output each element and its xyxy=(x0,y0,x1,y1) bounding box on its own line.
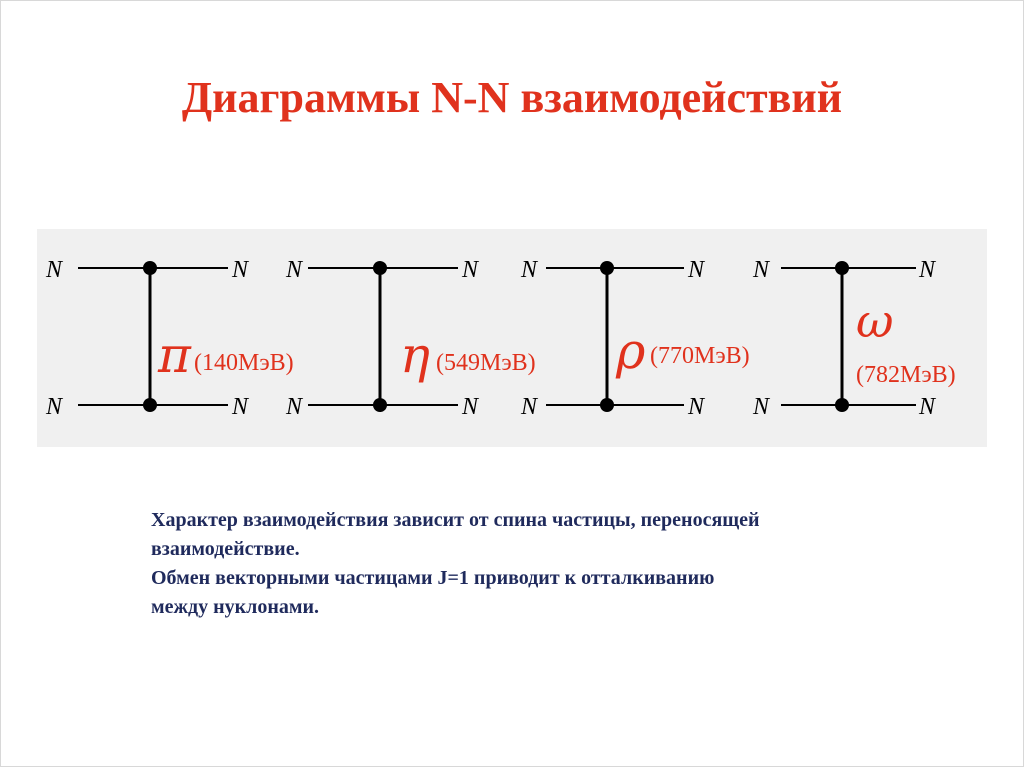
diagram-pi xyxy=(45,257,294,420)
vertex xyxy=(835,261,849,275)
exchange-mass: (140МэВ) xyxy=(194,350,294,376)
vertex xyxy=(373,398,387,412)
diagram-omega xyxy=(752,257,956,420)
diagram-eta xyxy=(285,257,536,420)
body-line: между нуклонами. xyxy=(151,596,320,618)
exchange-symbol: η xyxy=(400,326,430,384)
vertex xyxy=(600,398,614,412)
nucleon-label: N xyxy=(46,394,63,420)
vertex xyxy=(143,261,157,275)
nucleon-label: N xyxy=(286,257,303,283)
exchange-symbol: ρ xyxy=(616,322,646,380)
vertex xyxy=(143,398,157,412)
nucleon-label: N xyxy=(232,257,249,283)
nucleon-label: N xyxy=(753,394,770,420)
vertex xyxy=(600,261,614,275)
nucleon-label: N xyxy=(688,394,705,420)
nucleon-label: N xyxy=(919,394,936,420)
nucleon-label: N xyxy=(46,257,63,283)
body-line: Характер взаимодействия зависит от спина частицы, переносящей xyxy=(151,509,760,531)
exchange-mass: (549МэВ) xyxy=(436,350,536,376)
body-text xyxy=(151,506,971,622)
exchange-symbol: π xyxy=(158,326,191,384)
vertex xyxy=(373,261,387,275)
nucleon-label: N xyxy=(462,257,479,283)
slide-title: Диаграммы N-N взаимодействий xyxy=(181,73,843,122)
body-line: Обмен векторными частицами J=1 приводит к отталкиванию xyxy=(151,567,715,589)
exchange-symbol: ω xyxy=(856,294,894,348)
nucleon-label: N xyxy=(521,394,538,420)
vertex xyxy=(835,398,849,412)
exchange-mass: (770МэВ) xyxy=(650,343,750,369)
nucleon-label: N xyxy=(286,394,303,420)
nucleon-label: N xyxy=(462,394,479,420)
diagram-rho xyxy=(520,257,750,420)
exchange-mass: (782МэВ) xyxy=(856,362,956,388)
body-line: взаимодействие. xyxy=(151,538,300,560)
nucleon-label: N xyxy=(521,257,538,283)
nucleon-label: N xyxy=(688,257,705,283)
nucleon-label: N xyxy=(232,394,249,420)
nucleon-label: N xyxy=(919,257,936,283)
nucleon-label: N xyxy=(753,257,770,283)
